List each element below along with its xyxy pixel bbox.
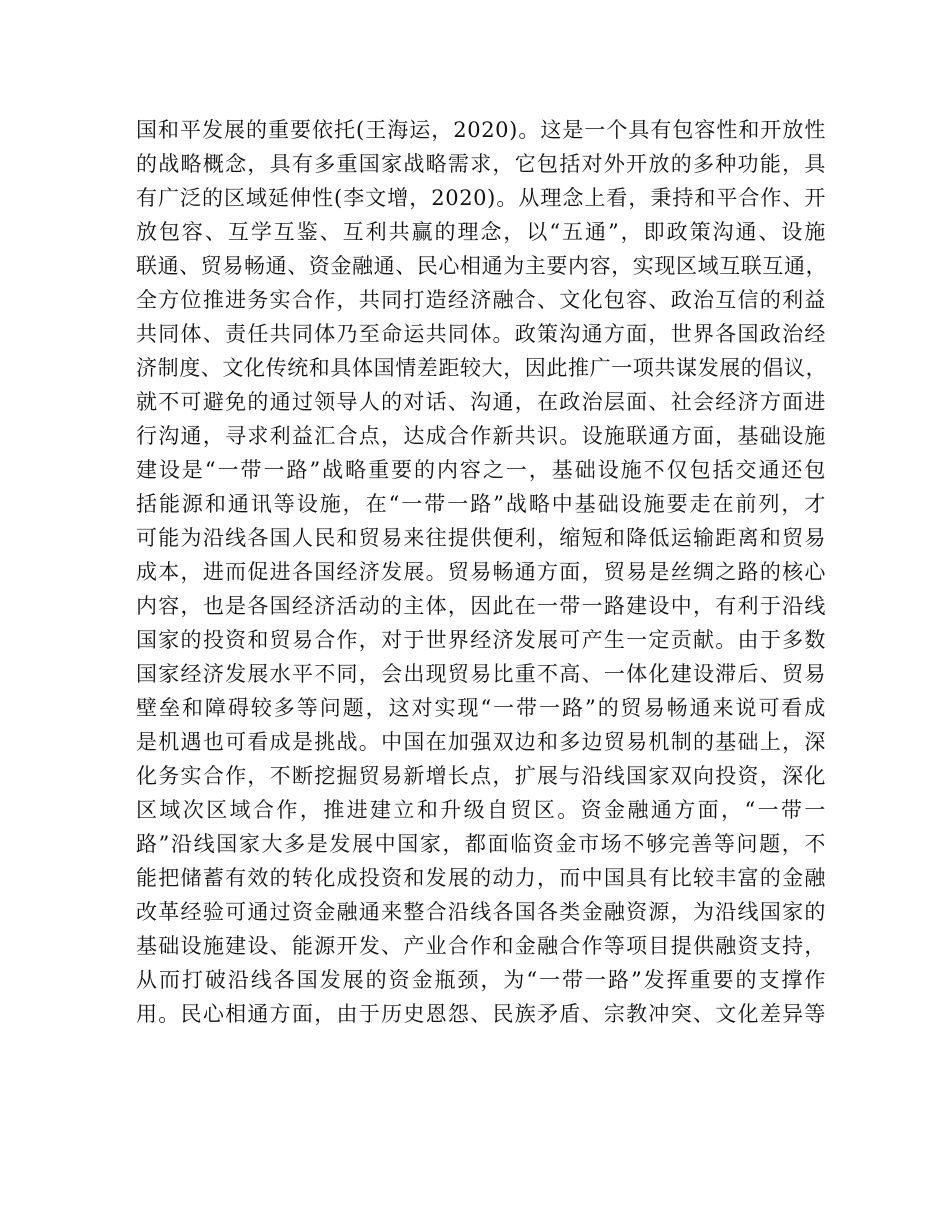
text-line: 可能为沿线各国人民和贸易来往提供便利，缩短和降低运输距离和贸易: [136, 526, 826, 550]
text-line: 能把储蓄有效的转化成投资和发展的动力，而中国具有比较丰富的金融: [136, 866, 826, 890]
text-line: 括能源和通讯等设施，在“一带一路”战略中基础设施要走在前列，才: [136, 492, 826, 516]
body-paragraph: [136, 113, 826, 1031]
text-line: 行沟通，寻求利益汇合点，达成合作新共识。设施联通方面，基础设施: [136, 424, 826, 448]
text-line: 的战略概念，具有多重国家战略需求，它包括对外开放的多种功能，具: [136, 152, 826, 176]
text-line: 国和平发展的重要依托(王海运，2020)。这是一个具有包容性和开放性: [136, 118, 826, 142]
text-line: 区域次区域合作，推进建立和升级自贸区。资金融通方面，“一带一: [136, 798, 826, 822]
text-line: 全方位推进务实合作，共同打造经济融合、文化包容、政治互信的利益: [136, 288, 826, 312]
text-line: 国家的投资和贸易合作，对于世界经济发展可产生一定贡献。由于多数: [136, 628, 826, 652]
text-line: 国家经济发展水平不同，会出现贸易比重不高、一体化建设滞后、贸易: [136, 662, 826, 686]
text-line: 化务实合作，不断挖掘贸易新增长点，扩展与沿线国家双向投资，深化: [136, 764, 826, 788]
text-line: 放包容、互学互鉴、互利共赢的理念，以“五通”，即政策沟通、设施: [136, 220, 826, 244]
text-line: 建设是“一带一路”战略重要的内容之一，基础设施不仅包括交通还包: [136, 458, 826, 482]
text-line: 壁垒和障碍较多等问题，这对实现“一带一路”的贸易畅通来说可看成: [136, 696, 826, 720]
text-line: 有广泛的区域延伸性(李文增，2020)。从理念上看，秉持和平合作、开: [136, 186, 826, 210]
text-line: 基础设施建设、能源开发、产业合作和金融合作等项目提供融资支持，: [136, 934, 826, 958]
text-line: 改革经验可通过资金融通来整合沿线各国各类金融资源，为沿线国家的: [136, 900, 826, 924]
text-line: 用。民心相通方面，由于历史恩怨、民族矛盾、宗教冲突、文化差异等: [136, 1002, 826, 1026]
text-line: 是机遇也可看成是挑战。中国在加强双边和多边贸易机制的基础上，深: [136, 730, 826, 754]
text-line: 联通、贸易畅通、资金融通、民心相通为主要内容，实现区域互联互通，: [136, 254, 828, 278]
text-line: 内容，也是各国经济活动的主体，因此在一带一路建设中，有利于沿线: [136, 594, 826, 618]
text-line: 济制度、文化传统和具体国情差距较大，因此推广一项共谋发展的倡议，: [136, 356, 828, 380]
text-line: 成本，进而促进各国经济发展。贸易畅通方面，贸易是丝绸之路的核心: [136, 560, 826, 584]
text-line: 从而打破沿线各国发展的资金瓶颈，为“一带一路”发挥重要的支撑作: [136, 968, 826, 992]
text-line: 共同体、责任共同体乃至命运共同体。政策沟通方面，世界各国政治经: [136, 322, 826, 346]
text-line: 路”沿线国家大多是发展中国家，都面临资金市场不够完善等问题，不: [136, 832, 826, 856]
text-line: 就不可避免的通过领导人的对话、沟通，在政治层面、社会经济方面进: [136, 390, 826, 414]
